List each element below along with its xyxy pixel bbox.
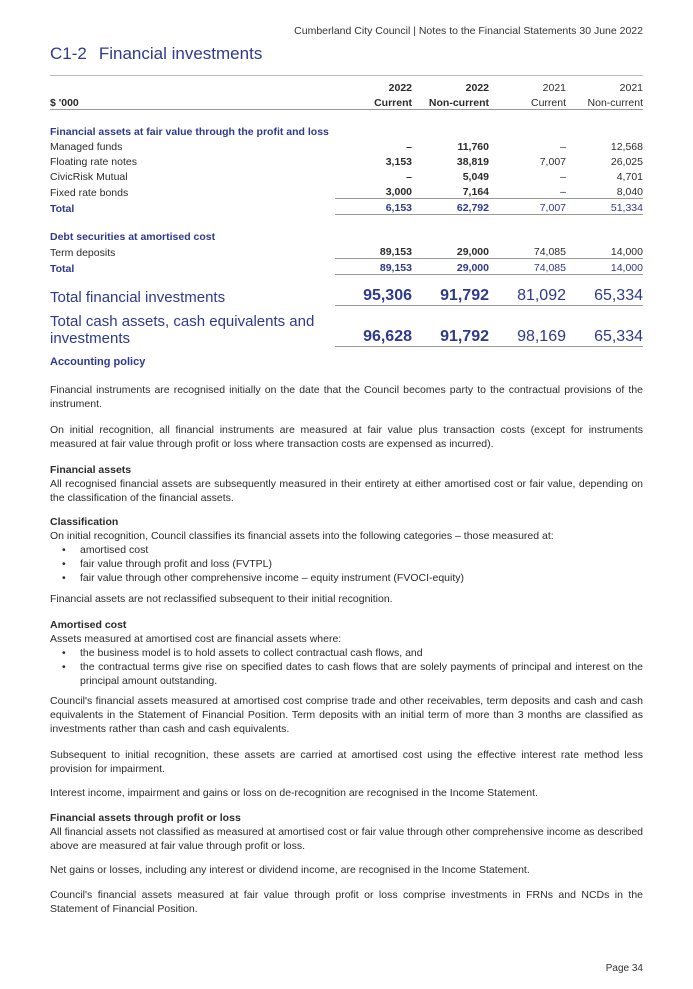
col-year: 2022 [465,82,489,94]
col-year: 2021 [542,82,566,94]
units-label: $ '000 [50,94,335,110]
list-item: • the business model is to hold assets to collect contractual cash flows, and [80,646,643,660]
amortised-cost-block [50,618,643,688]
page-title [50,44,262,64]
note-title: Financial investments [98,44,263,63]
list-item: • amortised cost [80,543,643,557]
policy-paragraph: All financial assets not classified as measured at amortised cost or fair value through other comprehensive income as described above are measured at fair value through profit or loss. [50,826,643,852]
fvtpl-block [50,811,643,853]
col-year: 2022 [388,82,412,94]
policy-paragraph: All recognised financial assets are subsequently measured in their entirety at either amortised cost or fair value, depending on the classification of the financial assets. [50,478,643,504]
header-row-types [50,94,643,110]
total-investments-row: Total financial investments 95,306 91,792 81,092 65,334 [50,275,643,306]
total-row: Total 6,153 62,792 7,007 51,334 [50,199,643,215]
policy-paragraph: Assets measured at amortised cost are financial assets where: [50,633,342,645]
amortised-cost-list [50,646,643,688]
table-row: Managed funds – 11,760 – 12,568 [50,141,643,153]
total-cash-row: Total cash assets, cash equivalents and investments 96,628 91,792 98,169 65,334 [50,306,643,347]
policy-paragraph: Council's financial assets measured at fair value through profit or loss comprise investments in FRNs and NCDs in the Statement of Financial Position. [50,889,643,915]
financial-assets-block [50,463,643,505]
col-type: Non-current [412,94,489,110]
col-type: Current [335,94,412,110]
policy-paragraph: On initial recognition, all financial instruments are measured at fair value plus transaction costs (except for instruments measured at fair value through profit or loss where transaction costs are expensed as incurred). [50,424,643,450]
col-type: Current [489,94,566,110]
col-type: Non-current [566,94,643,110]
classification-list [50,543,643,585]
section-heading: Debt securities at amortised cost [50,231,216,243]
policy-paragraph: Interest income, impairment and gains or loss on de-recognition are recognised in the Income Statement. [50,787,538,799]
subheading: Financial assets through profit or loss [50,812,241,824]
policy-paragraph: Council's financial assets measured at amortised cost comprise trade and other receivables, term deposits and cash and cash equivalents in the Statement of Financial Position. Term deposits with an initial term of more than 3 months are classified as investments rather than cash and cash equivalents. [50,695,643,735]
policy-paragraph: Financial instruments are recognised initially on the date that the Council becomes party to the contractual provisions of the instrument. [50,384,643,410]
subheading: Financial assets [50,464,132,476]
total-row: Total 89,153 29,000 74,085 14,000 [50,259,643,275]
page-number: Page 34 [605,963,643,974]
table-row: CivicRisk Mutual – 5,049 – 4,701 [50,171,643,183]
list-item: • fair value through profit and loss (FVTPL) [80,557,643,571]
table-row: Floating rate notes 3,153 38,819 7,007 26,025 [50,156,643,168]
policy-paragraph: On initial recognition, Council classifies its financial assets into the following categories – those measured at: [50,530,554,542]
table-row: Term deposits 89,153 29,000 74,085 14,000 [50,246,643,259]
header-row-years [50,79,643,94]
subheading: Classification [50,516,119,528]
policy-heading: Accounting policy [50,356,146,368]
table-row: Fixed rate bonds 3,000 7,164 – 8,040 [50,186,643,199]
note-number: C1-2 [50,44,87,63]
col-year: 2021 [619,82,643,94]
section-heading: Financial assets at fair value through the profit and loss [50,126,329,138]
subheading: Amortised cost [50,619,127,631]
classification-block [50,515,643,585]
list-item: • the contractual terms give rise on specified dates to cash flows that are solely payments of principal and interest on the principal amount outstanding. [80,660,643,688]
investments-table [50,79,643,347]
list-item: • fair value through other comprehensive income – equity instrument (FVOCI-equity) [80,571,643,585]
policy-paragraph: Financial assets are not reclassified subsequent to their initial recognition. [50,593,393,605]
title-rule [50,75,643,76]
policy-paragraph: Net gains or losses, including any interest or dividend income, are recognised in the Income Statement. [50,864,530,876]
page-header: Cumberland City Council | Notes to the Financial Statements 30 June 2022 [294,25,643,37]
policy-paragraph: Subsequent to initial recognition, these assets are carried at amortised cost using the effective interest rate method less provision for impairment. [50,749,643,775]
